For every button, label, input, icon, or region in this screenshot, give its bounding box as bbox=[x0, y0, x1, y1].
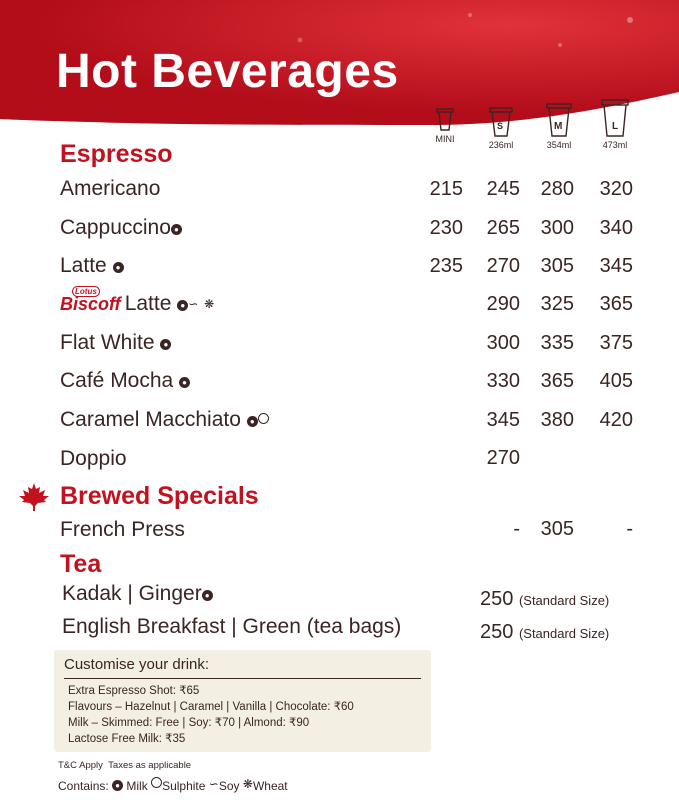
size-label: 354ml bbox=[546, 140, 572, 150]
standard-size-note: (Standard Size) bbox=[518, 593, 610, 608]
price-medium: 365 bbox=[540, 370, 574, 392]
price-large: - bbox=[626, 518, 633, 540]
price-medium: 280 bbox=[540, 178, 574, 200]
allergen-legend bbox=[58, 777, 288, 793]
size-mini bbox=[420, 106, 470, 144]
standard-size-note: (Standard Size) bbox=[518, 626, 610, 641]
price-mini: 215 bbox=[429, 178, 463, 200]
price-standard: 250 bbox=[480, 621, 514, 643]
soy-icon: ∽ bbox=[188, 297, 199, 311]
cup-large-icon bbox=[600, 98, 630, 138]
menu-item-name: Americano bbox=[60, 177, 161, 200]
milk-icon: ● bbox=[160, 339, 171, 350]
menu-item-name: Latte bbox=[60, 254, 107, 277]
menu-item-cappuccino bbox=[60, 216, 182, 240]
price-small: 345 bbox=[486, 409, 520, 431]
menu-item-name: French Press bbox=[60, 518, 185, 541]
customise-box bbox=[54, 650, 431, 752]
price-large: 345 bbox=[599, 255, 633, 277]
milk-label: Milk bbox=[126, 779, 148, 793]
milk-icon: ● bbox=[202, 590, 213, 601]
cup-medium-icon bbox=[545, 102, 573, 138]
tc-apply: T&C Apply bbox=[58, 760, 103, 771]
wheat-icon: ❋ bbox=[242, 777, 253, 791]
price-medium: 325 bbox=[540, 293, 574, 315]
menu-item-name: Caramel Macchiato bbox=[60, 408, 241, 431]
size-label: MINI bbox=[435, 134, 455, 144]
soy-icon: ∽ bbox=[208, 777, 219, 791]
biscoff-logo bbox=[60, 287, 121, 315]
menu-item-biscoff-latte bbox=[60, 287, 215, 316]
maple-leaf-icon bbox=[18, 482, 50, 512]
section-title-tea: Tea bbox=[60, 550, 102, 578]
menu-item-name: Doppio bbox=[60, 447, 127, 470]
menu-item-name: Kadak | Ginger bbox=[62, 582, 202, 605]
page-title: Hot Beverages bbox=[56, 45, 399, 98]
section-title-espresso: Espresso bbox=[60, 140, 173, 168]
price-large: 365 bbox=[599, 293, 633, 315]
taxes-note: Taxes as applicable bbox=[108, 760, 192, 771]
menu-item-name: Latte bbox=[124, 292, 172, 315]
menu-item-caramel-macchiato bbox=[60, 408, 269, 432]
menu-item-latte bbox=[60, 254, 124, 278]
price-mini: 235 bbox=[429, 255, 463, 277]
menu-item-flat-white bbox=[60, 331, 171, 355]
price-large: 340 bbox=[599, 217, 633, 239]
divider bbox=[64, 678, 421, 679]
sulphite-icon bbox=[258, 413, 269, 424]
milk-icon: ● bbox=[247, 416, 258, 427]
contains-label: Contains: bbox=[58, 779, 109, 793]
price-small: 300 bbox=[486, 332, 520, 354]
size-letter: M bbox=[554, 121, 563, 132]
customise-line: Extra Espresso Shot: ₹65 bbox=[68, 685, 200, 697]
menu-item-name: Café Mocha bbox=[60, 369, 174, 392]
milk-icon: ● bbox=[177, 300, 188, 311]
tea-price-row bbox=[480, 621, 609, 644]
price-small: 265 bbox=[486, 217, 520, 239]
size-label: 236ml bbox=[488, 140, 514, 150]
section-title-brewed-specials: Brewed Specials bbox=[60, 482, 259, 510]
size-letter: S bbox=[497, 121, 504, 131]
price-large: 405 bbox=[599, 370, 633, 392]
milk-icon: ● bbox=[113, 262, 124, 273]
price-medium: 305 bbox=[540, 518, 574, 540]
price-small: 245 bbox=[486, 178, 520, 200]
price-medium: 335 bbox=[540, 332, 574, 354]
lotus-mark: Lotus bbox=[72, 286, 100, 297]
cup-mini-icon bbox=[435, 106, 455, 132]
soy-label: Soy bbox=[218, 779, 240, 793]
size-label: 473ml bbox=[602, 140, 628, 150]
customise-title: Customise your drink: bbox=[64, 656, 210, 673]
sulphite-icon bbox=[151, 777, 162, 788]
sulphite-label: Sulphite bbox=[162, 779, 206, 793]
customise-line: Milk – Skimmed: Free | Soy: ₹70 | Almond: ₹90 bbox=[68, 717, 310, 729]
price-small: 330 bbox=[486, 370, 520, 392]
wheat-label: Wheat bbox=[252, 779, 288, 793]
price-mini: 230 bbox=[429, 217, 463, 239]
customise-line: Flavours – Hazelnut | Caramel | Vanilla | Chocolate: ₹60 bbox=[68, 701, 354, 713]
milk-icon: ● bbox=[112, 780, 123, 791]
price-medium: 305 bbox=[540, 255, 574, 277]
price-medium: 380 bbox=[540, 409, 574, 431]
menu-item-name: English Breakfast | Green (tea bags) bbox=[62, 615, 402, 638]
price-small: 290 bbox=[486, 293, 520, 315]
menu-item-name: Cappuccino bbox=[60, 216, 171, 239]
price-standard: 250 bbox=[480, 588, 514, 610]
customise-line: Lactose Free Milk: ₹35 bbox=[68, 733, 186, 745]
menu-item-kadak-ginger bbox=[62, 582, 213, 606]
menu-item-cafe-mocha bbox=[60, 369, 190, 393]
menu-item-name: Flat White bbox=[60, 331, 155, 354]
price-large: 320 bbox=[599, 178, 633, 200]
milk-icon: ● bbox=[179, 377, 190, 388]
price-small: 270 bbox=[486, 255, 520, 277]
wheat-icon: ❋ bbox=[204, 297, 215, 311]
price-large: 420 bbox=[599, 409, 633, 431]
price-large: 375 bbox=[599, 332, 633, 354]
biscoff-wordmark: Biscoff bbox=[60, 294, 121, 314]
terms-note bbox=[58, 760, 191, 771]
tea-price-row bbox=[480, 588, 609, 611]
price-medium: 300 bbox=[540, 217, 574, 239]
milk-icon: ● bbox=[171, 224, 182, 235]
price-small: - bbox=[513, 518, 520, 540]
size-letter: L bbox=[612, 121, 619, 132]
price-small: 270 bbox=[486, 447, 520, 469]
